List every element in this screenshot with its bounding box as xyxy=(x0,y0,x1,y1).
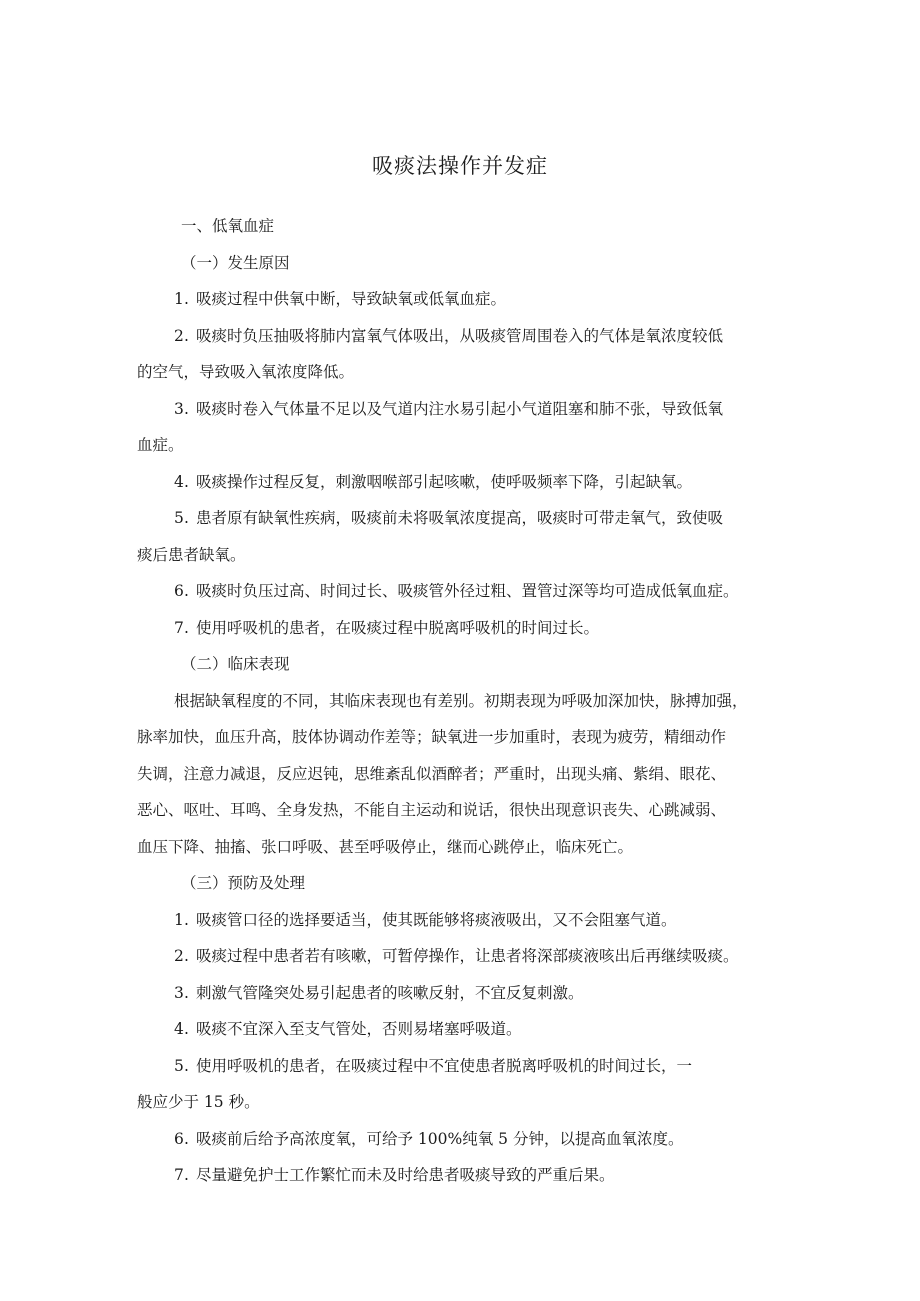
item-number: 1 xyxy=(174,290,184,308)
item-number: 7 xyxy=(174,1166,184,1184)
subsection-heading-clinical: （二）临床表现 xyxy=(181,655,290,673)
prevention-item-5 xyxy=(137,1048,799,1085)
cause-item-5 xyxy=(137,500,799,537)
cause-item-6 xyxy=(137,573,799,610)
prevention-item-5-cont: 般应少于 15 秒。 xyxy=(137,1093,260,1111)
item-separator: . xyxy=(184,1020,189,1038)
item-number: 7 xyxy=(174,618,184,637)
item-number: 6 xyxy=(174,1129,184,1148)
item-separator: . xyxy=(184,509,189,527)
prevention-list xyxy=(137,902,799,1194)
item-number: 4 xyxy=(174,472,184,491)
cause-item-3-cont: 血症。 xyxy=(137,436,184,454)
item-text: 患者原有缺氧性疾病，吸痰前未将吸氧浓度提高，吸痰时可带走氧气，致使吸 xyxy=(196,509,724,527)
cause-item-2 xyxy=(137,318,799,355)
item-number: 2 xyxy=(174,947,184,965)
prevention-item-1 xyxy=(137,902,799,939)
item-separator: . xyxy=(184,1166,189,1184)
prevention-item-2 xyxy=(137,938,799,975)
page-title: 吸痰法操作并发症 xyxy=(372,154,548,178)
item-separator: . xyxy=(184,947,189,965)
document-body xyxy=(137,208,799,1194)
item-text: 吸痰时负压抽吸将肺内富氧气体吸出，从吸痰管周围卷入的气体是氧浓度较低 xyxy=(196,326,724,345)
prevention-item-7 xyxy=(137,1157,799,1194)
item-text: 吸痰时卷入气体量不足以及气道内注水易引起小气道阻塞和肺不张，导致低氧 xyxy=(196,399,724,418)
item-separator: . xyxy=(184,1056,189,1075)
clinical-line: 根据缺氧程度的不同，其临床表现也有差别。初期表现为呼吸加深加快，脉搏加强， xyxy=(174,691,748,710)
item-separator: . xyxy=(184,582,189,600)
item-number: 6 xyxy=(174,582,184,600)
item-number: 1 xyxy=(174,910,184,929)
section-heading: 一、低氧血症 xyxy=(181,217,275,235)
item-separator: . xyxy=(184,472,189,491)
item-text: 吸痰操作过程反复，刺激咽喉部引起咳嗽，使呼吸频率下降，引起缺氧。 xyxy=(196,472,693,491)
cause-item-1 xyxy=(137,281,799,318)
item-number: 3 xyxy=(174,399,184,418)
cause-item-5-cont: 痰后患者缺氧。 xyxy=(137,545,246,564)
item-number: 3 xyxy=(174,983,184,1002)
item-number: 5 xyxy=(174,509,184,527)
clinical-paragraph xyxy=(137,683,799,866)
prevention-item-6 xyxy=(137,1121,799,1158)
item-text: 刺激气管隆突处易引起患者的咳嗽反射，不宜反复刺激。 xyxy=(196,983,584,1002)
subsection-heading-prevention: （三）预防及处理 xyxy=(181,874,306,892)
item-separator: . xyxy=(184,910,189,929)
item-separator: . xyxy=(184,983,189,1002)
item-separator: . xyxy=(184,618,189,637)
prevention-item-3 xyxy=(137,975,799,1012)
item-number: 2 xyxy=(174,326,184,345)
cause-item-7 xyxy=(137,610,799,647)
prevention-item-4 xyxy=(137,1011,799,1048)
clinical-line: 恶心、呕吐、耳鸣、全身发热，不能自主运动和说话，很快出现意识丧失、心跳减弱、 xyxy=(137,801,727,819)
item-text: 尽量避免护士工作繁忙而未及时给患者吸痰导致的严重后果。 xyxy=(196,1166,615,1184)
causes-list xyxy=(137,281,799,646)
item-separator: . xyxy=(184,290,189,308)
item-text: 使用呼吸机的患者，在吸痰过程中不宜使患者脱离呼吸机的时间过长，一 xyxy=(196,1056,693,1075)
item-number: 4 xyxy=(174,1020,184,1038)
cause-item-4 xyxy=(137,464,799,501)
item-text: 吸痰过程中供氧中断，导致缺氧或低氧血症。 xyxy=(196,290,507,308)
clinical-line: 失调，注意力减退，反应迟钝，思维紊乱似酒醉者；严重时，出现头痛、紫绢、眼花、 xyxy=(137,764,727,783)
cause-item-2-cont: 的空气，导致吸入氧浓度降低。 xyxy=(137,363,355,381)
item-number: 5 xyxy=(174,1056,184,1075)
subsection-heading-causes: （一）发生原因 xyxy=(181,253,290,272)
item-separator: . xyxy=(184,1129,189,1148)
item-text: 吸痰不宜深入至支气管处，否则易堵塞呼吸道。 xyxy=(196,1020,522,1038)
item-text: 使用呼吸机的患者，在吸痰过程中脱离呼吸机的时间过长。 xyxy=(196,618,600,637)
item-separator: . xyxy=(184,399,189,418)
clinical-line: 血压下降、抽搐、张口呼吸、甚至呼吸停止，继而心跳停止，临床死亡。 xyxy=(137,837,634,856)
item-text: 吸痰时负压过高、时间过长、吸痰管外径过粗、置管过深等均可造成低氧血症。 xyxy=(196,582,739,600)
item-separator: . xyxy=(184,326,189,345)
cause-item-3 xyxy=(137,391,799,428)
item-text: 吸痰过程中患者若有咳嗽，可暂停操作，让患者将深部痰液咳出后再继续吸痰。 xyxy=(196,947,739,965)
clinical-line: 脉率加快，血压升高，肢体协调动作差等；缺氧进一步加重时，表现为疲劳，精细动作 xyxy=(137,728,727,746)
item-text: 吸痰前后给予高浓度氧，可给予 100%纯氧 5 分钟，以提高血氧浓度。 xyxy=(196,1129,684,1148)
item-text: 吸痰管口径的选择要适当，使其既能够将痰液吸出，又不会阻塞气道。 xyxy=(196,910,677,929)
